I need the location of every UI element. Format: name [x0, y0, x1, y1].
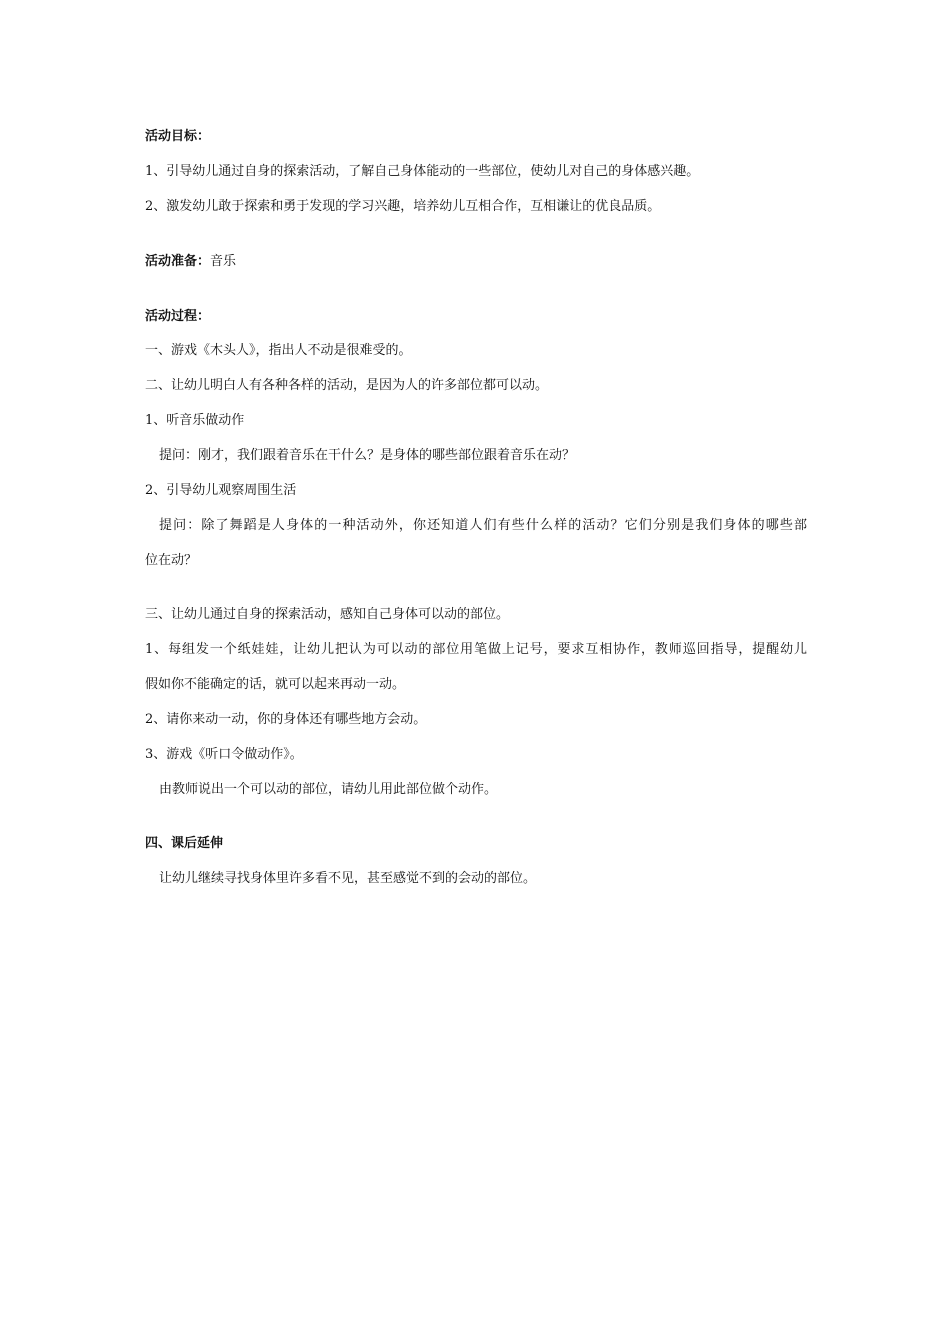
process-step-3-1-line1: 1、每组发一个纸娃娃，让幼儿把认为可以动的部位用笔做上记号，要求互相协作，教师巡回指导，提醒幼儿	[145, 642, 807, 657]
process-step-2: 二、让幼儿明白人有各种各样的活动，是因为人的许多部位都可以动。	[145, 378, 549, 393]
process-step-1: 一、游戏《木头人》，指出人不动是很难受的。	[145, 343, 412, 358]
process-step-2-1: 1、听音乐做动作	[145, 413, 245, 428]
preparation-line	[145, 253, 815, 271]
extension-heading: 四、课后延伸	[145, 836, 224, 851]
process-step-2-1-question: 提问：刚才，我们跟着音乐在干什么？是身体的哪些部位跟着音乐在动？	[159, 448, 576, 463]
process-step-3-1-line2: 假如你不能确定的话，就可以起来再动一动。	[145, 677, 406, 692]
process-step-2-2-question-line1: 提问：除了舞蹈是人身体的一种活动外，你还知道人们有些什么样的活动？它们分别是我们身体的哪些部	[159, 518, 807, 533]
process-step-3-3: 3、游戏《听口令做动作》。	[145, 747, 303, 762]
process-step-3-2: 2、请你来动一动，你的身体还有哪些地方会动。	[145, 712, 427, 727]
goal-item-1: 1、引导幼儿通过自身的探索活动，了解自己身体能动的一些部位，使幼儿对自己的身体感兴趣。	[145, 164, 700, 179]
process-step-2-2-question-line2: 位在动？	[145, 553, 198, 568]
goals-heading: 活动目标：	[145, 129, 211, 144]
extension-description: 让幼儿继续寻找身体里许多看不见，甚至感觉不到的会动的部位。	[159, 871, 537, 886]
preparation-heading: 活动准备：	[145, 254, 211, 269]
process-heading: 活动过程：	[145, 309, 211, 324]
process-step-3-3-description: 由教师说出一个可以动的部位，请幼儿用此部位做个动作。	[159, 782, 498, 797]
goal-item-2: 2、激发幼儿敢于探索和勇于发现的学习兴趣，培养幼儿互相合作，互相谦让的优良品质。	[145, 199, 661, 214]
process-step-3: 三、让幼儿通过自身的探索活动，感知自己身体可以动的部位。	[145, 607, 510, 622]
preparation-value: 音乐	[210, 254, 237, 269]
process-step-2-2: 2、引导幼儿观察周围生活	[145, 483, 297, 498]
